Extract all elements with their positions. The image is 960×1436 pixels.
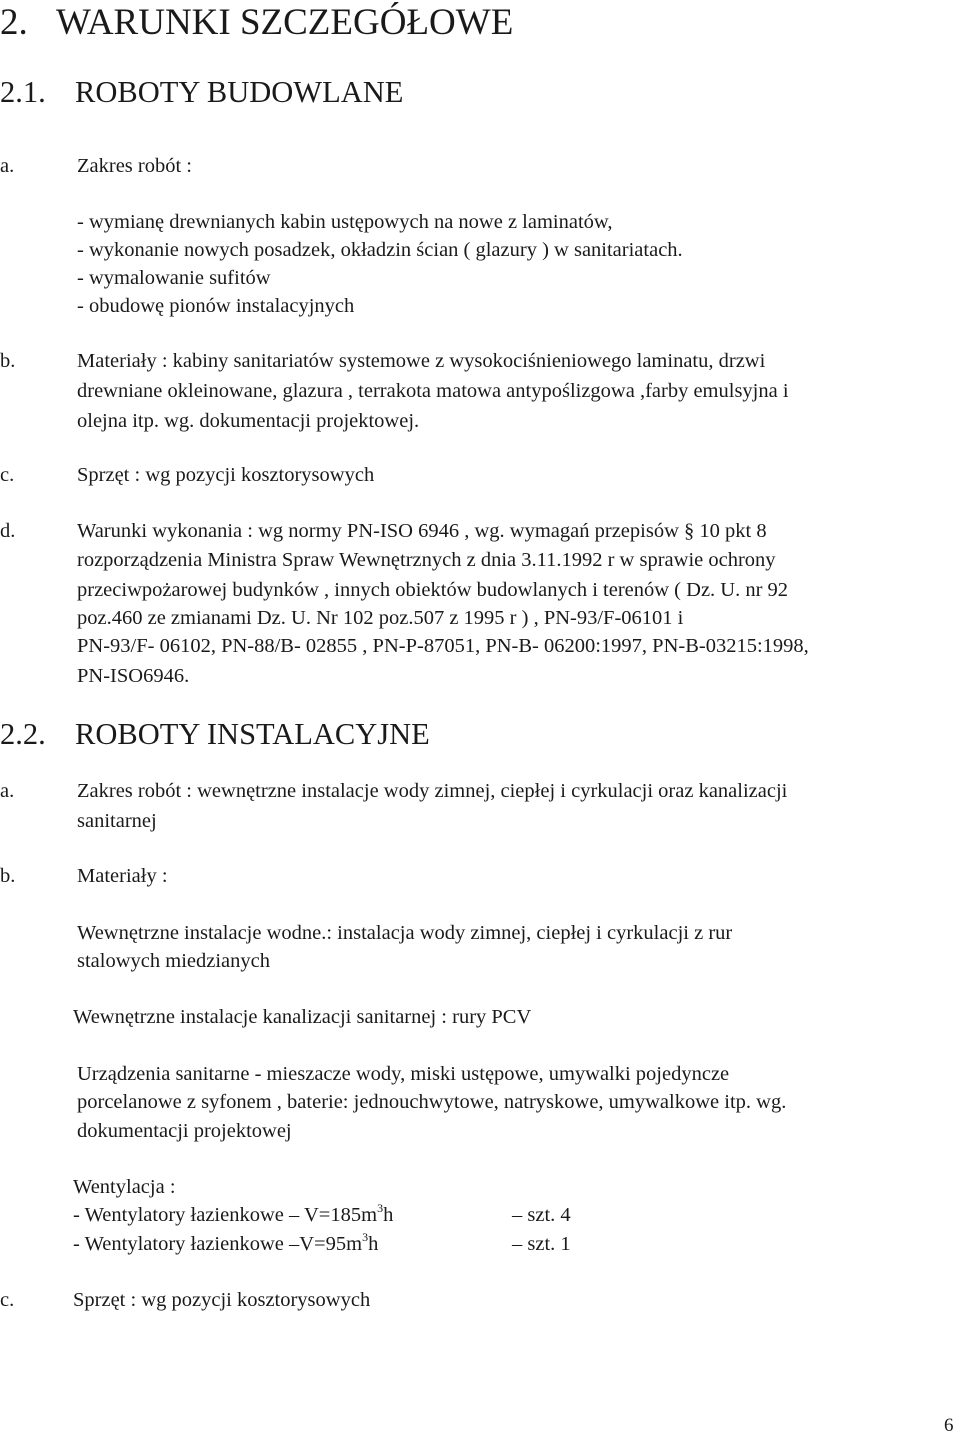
- section-sign: §: [684, 520, 695, 542]
- scope-item: - obudowę pionów instalacyjnych: [77, 295, 355, 317]
- conditions-text-line: rozporządzenia Ministra Spraw Wewnętrznych z dnia 3.11.1992 r w sprawie ochrony: [77, 549, 776, 571]
- list-marker-a: a.: [0, 155, 15, 177]
- dash: –: [289, 1204, 300, 1226]
- sanitary-fixtures-line: dokumentacji projektowej: [77, 1120, 292, 1142]
- heading-main-title: WARUNKI SZCZEGÓŁOWE: [56, 2, 514, 43]
- conditions-text-line: [77, 521, 767, 542]
- page-number: 6: [944, 1415, 954, 1436]
- superscript: 3: [362, 1230, 369, 1244]
- ventilation-title: Wentylacja :: [73, 1176, 176, 1198]
- heading-2-2-title: ROBOTY INSTALACYJNE: [75, 717, 430, 751]
- conditions-text-line: PN-93/F- 06102, PN-88/B- 02855 , PN-P-87051, PN-B- 06200:1997, PN-B-03215:1998,: [77, 635, 809, 657]
- ventilation-label: - Wentylatory łazienkowe: [73, 1233, 289, 1255]
- sewer-installation-text: Wewnętrzne instalacje kanalizacji sanitarnej : rury PCV: [73, 1006, 532, 1028]
- list-marker-c: c.: [0, 1289, 15, 1311]
- scope-item: - wymianę drewnianych kabin ustępowych na nowe z laminatów,: [77, 211, 613, 233]
- installation-equipment-text: Sprzęt : wg pozycji kosztorysowych: [73, 1289, 371, 1311]
- dash: –: [289, 1233, 300, 1255]
- scope-item: - wymalowanie sufitów: [77, 267, 271, 289]
- conditions-text-line: PN-ISO6946.: [77, 665, 190, 687]
- ventilation-value: V=95m: [299, 1233, 363, 1255]
- ventilation-row: [73, 1230, 379, 1255]
- equipment-text: Sprzęt : wg pozycji kosztorysowych: [77, 464, 375, 486]
- installation-scope-line: Zakres robót : wewnętrzne instalacje wody zimnej, ciepłej i cyrkulacji oraz kanalizacji: [77, 780, 788, 802]
- water-installation-line: stalowych miedzianych: [77, 950, 270, 972]
- list-marker-b: b.: [0, 350, 16, 372]
- conditions-line-start: Warunki wykonania : wg normy PN-ISO 6946 , wg. wymagań przepisów: [77, 520, 684, 542]
- heading-main-number: 2.: [0, 2, 28, 43]
- ventilation-value: V=185m: [299, 1204, 378, 1226]
- unit: h: [383, 1204, 394, 1226]
- unit: h: [368, 1233, 379, 1255]
- heading-2-2-number: 2.2.: [0, 717, 46, 751]
- ventilation-quantity: – szt. 1: [512, 1233, 571, 1255]
- sanitary-fixtures-line: Urządzenia sanitarne - mieszacze wody, miski ustępowe, umywalki pojedyncze: [77, 1063, 730, 1085]
- scope-of-work-label: Zakres robót :: [77, 155, 192, 177]
- list-marker-d: d.: [0, 520, 16, 542]
- installation-materials-label: Materiały :: [77, 865, 168, 887]
- list-marker-a: a.: [0, 780, 15, 802]
- ventilation-row: [73, 1201, 394, 1226]
- list-marker-b: b.: [0, 865, 16, 887]
- heading-2-1-title: ROBOTY BUDOWLANE: [75, 75, 404, 109]
- conditions-text-line: przeciwpożarowej budynków , innych obiektów budowlanych i terenów ( Dz. U. nr 92: [77, 579, 789, 601]
- ventilation-quantity: – szt. 4: [512, 1204, 571, 1226]
- sanitary-fixtures-line: porcelanowe z syfonem , baterie: jednouchwytowe, natryskowe, umywalkowe itp. wg.: [77, 1091, 787, 1113]
- heading-2-1-number: 2.1.: [0, 75, 46, 109]
- materials-text-line: Materiały : kabiny sanitariatów systemowe z wysokociśnieniowego laminatu, drzwi: [77, 350, 766, 372]
- materials-text-line: drewniane okleinowane, glazura , terrakota matowa antypoślizgowa ,farby emulsyjna i: [77, 380, 789, 402]
- list-marker-c: c.: [0, 464, 15, 486]
- water-installation-line: Wewnętrzne instalacje wodne.: instalacja wody zimnej, ciepłej i cyrkulacji z rur: [77, 922, 733, 944]
- scope-item: - wykonanie nowych posadzek, okładzin ścian ( glazury ) w sanitariatach.: [77, 239, 683, 261]
- superscript: 3: [377, 1201, 384, 1215]
- ventilation-label: - Wentylatory łazienkowe: [73, 1204, 289, 1226]
- installation-scope-line: sanitarnej: [77, 810, 157, 832]
- materials-text-line: olejna itp. wg. dokumentacji projektowej.: [77, 410, 420, 432]
- conditions-line-end: 10 pkt 8: [694, 520, 767, 542]
- conditions-text-line: poz.460 ze zmianami Dz. U. Nr 102 poz.507 z 1995 r ) , PN-93/F-06101 i: [77, 607, 684, 629]
